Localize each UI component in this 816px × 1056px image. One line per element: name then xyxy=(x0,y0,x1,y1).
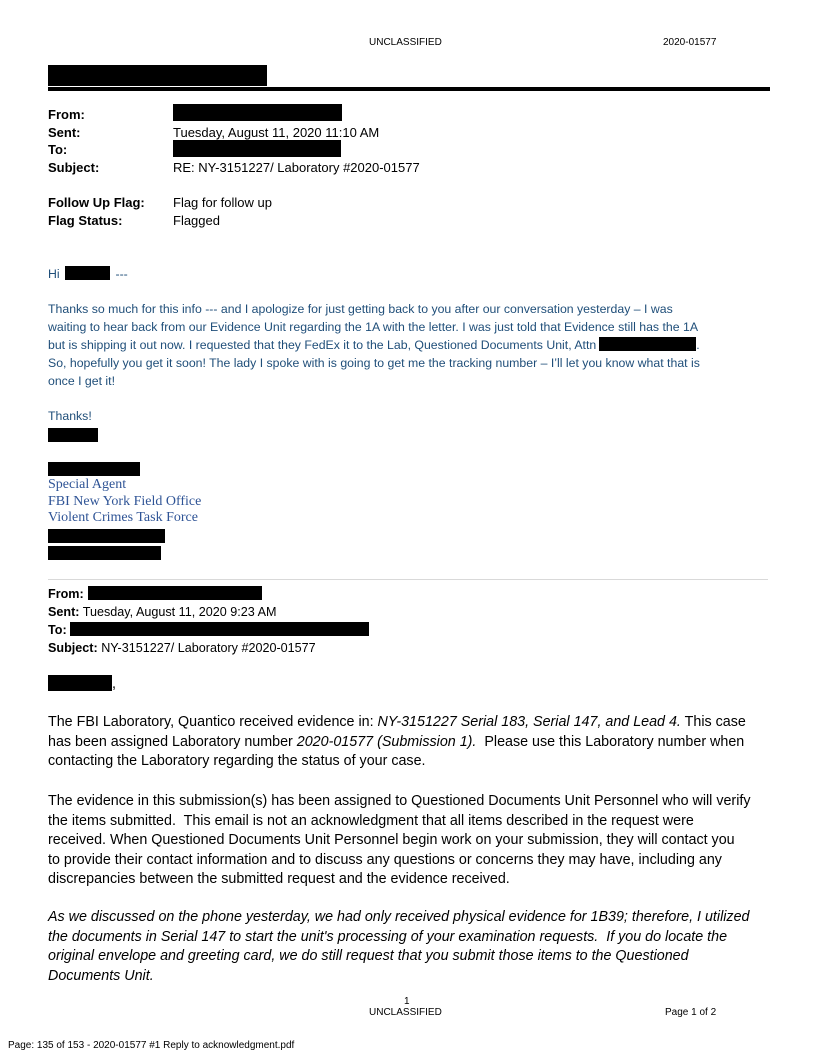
reply-greeting xyxy=(48,265,128,283)
original-paragraph-2: The evidence in this submission(s) has been assigned to Questioned Documents Unit Personnel who will verify the items submitted. This email is not an acknowledgment that all items described in the request were received. When Questioned Documents Unit Personnel begin work on your submission, they will contact you to provide their contact information and to discuss any questions or concerns they may have, including any discrepancies between the submitted request and the evidence received. xyxy=(48,793,751,887)
original-paragraph-1: The FBI Laboratory, Quantico received evidence in: NY-3151227 Serial 183, Serial 147, and Lead 4. This case has been assigned Laboratory number 2020-01577 (Submission 1). Please use this Laboratory number when contacting the Laboratory regarding the status of your case. xyxy=(48,714,746,769)
pdf-page-info: Page: 135 of 153 - 2020-01577 #1 Reply to acknowledgment.pdf xyxy=(8,1040,295,1051)
reply-body xyxy=(48,300,773,390)
original-header xyxy=(48,585,768,657)
original-sent-row: Sent: Tuesday, August 11, 2020 9:23 AM xyxy=(48,605,277,619)
follow-up-flag-label: Follow Up Flag: xyxy=(48,195,145,210)
redaction-block xyxy=(48,675,112,691)
footer-page-number: 1 xyxy=(404,996,410,1007)
reply-line: So, hopefully you get it soon! The lady I spoke with is going to get me the tracking number – I’ll let you know what that is xyxy=(48,356,700,370)
footer-classification: UNCLASSIFIED xyxy=(369,1007,442,1018)
reply-thanks: Thanks! xyxy=(48,409,92,423)
footer-page-of: Page 1 of 2 xyxy=(665,1007,717,1018)
to-label: To: xyxy=(48,142,68,157)
from-label: From: xyxy=(48,107,85,122)
redaction-block xyxy=(48,65,267,86)
redaction-block xyxy=(48,529,165,543)
subject-label: Subject: xyxy=(48,160,100,175)
redaction-block xyxy=(48,462,140,476)
greeting-dashes: --- xyxy=(115,267,128,281)
flag-status-label: Flag Status: xyxy=(48,213,123,228)
signature-office: FBI New York Field Office xyxy=(48,493,202,509)
redaction-block xyxy=(599,337,696,351)
sent-value: Tuesday, August 11, 2020 11:10 AM xyxy=(173,125,380,140)
signature-title: Special Agent xyxy=(48,477,127,492)
reply-line: Thanks so much for this info --- and I apologize for just getting back to you after our conversation yesterday – I was xyxy=(48,302,673,316)
reply-line: once I get it! xyxy=(48,374,115,388)
redaction-block xyxy=(173,140,341,157)
sent-label: Sent: xyxy=(48,125,81,140)
signature-unit: Violent Crimes Task Force xyxy=(48,510,198,525)
original-from-row: From: xyxy=(48,585,768,603)
flag-status-value: Flagged xyxy=(173,213,220,228)
signature-block xyxy=(48,477,201,527)
redaction-block xyxy=(173,104,342,121)
original-to-row: To: xyxy=(48,621,768,639)
header-rule xyxy=(48,87,770,91)
header-classification: UNCLASSIFIED xyxy=(369,37,442,48)
redaction-block xyxy=(70,622,369,636)
separator-line xyxy=(48,579,768,580)
reply-line: waiting to hear back from our Evidence Unit regarding the 1A with the letter. I was just told that Evidence still has the 1A xyxy=(48,320,699,334)
redaction-block xyxy=(88,586,262,600)
original-subject-row: Subject: NY-3151227/ Laboratory #2020-01577 xyxy=(48,641,316,655)
redaction-block xyxy=(48,428,98,442)
greeting-hi: Hi xyxy=(48,267,60,281)
subject-value: RE: NY-3151227/ Laboratory #2020-01577 xyxy=(173,160,420,175)
salutation: , xyxy=(48,675,116,695)
original-paragraph-3: As we discussed on the phone yesterday, we had only received physical evidence for 1B39; therefore, I utilized the documents in Serial 147 to start the unit's processing of your examination requests. If you do locate the original envelope and greeting card, we do still request that you submit those items to the Questioned Documents Unit. xyxy=(48,909,750,984)
redaction-block xyxy=(48,546,161,560)
header-doc-number: 2020-01577 xyxy=(663,37,717,48)
follow-up-flag-value: Flag for follow up xyxy=(173,195,272,210)
redaction-block xyxy=(65,266,110,280)
reply-line: but is shipping it out now. I requested that they FedEx it to the Lab, Questioned Documents Unit, Attn . xyxy=(48,338,700,352)
